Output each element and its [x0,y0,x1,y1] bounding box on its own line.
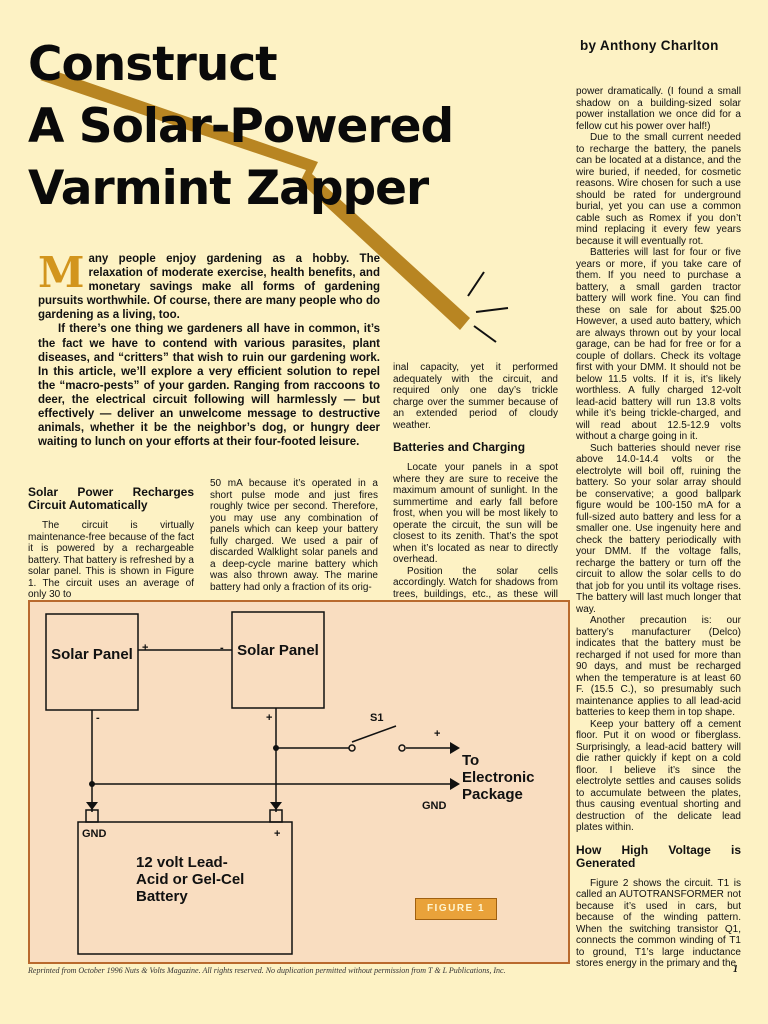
plus-sign: + [434,728,441,740]
spark-lines [468,272,508,342]
column-1 [28,486,194,601]
plus-sign: + [266,712,273,724]
arrow-head [450,778,460,790]
column-2 [210,478,378,593]
figure-1-circuit-diagram [28,600,570,964]
drop-cap: M [38,248,85,297]
minus-sign: - [96,712,100,724]
body-paragraph: Figure 2 shows the circuit. T1 is called an AUTOTRANSFORMER not because it’s used in cars, but because of the winding pattern. When the switching transistor Q1, connects the common winding of T1 to ground, T1’s large inductance stores energy in the primary and the [576,877,741,969]
switch-contact [399,745,405,751]
arrow-head [86,802,98,810]
intro-paragraph-text: any people enjoy gardening as a hobby. The relaxation of moderate exercise, health benefits, and monetary savings make all forms of gardening pursuits worthwhile. Of course, there are many people who do gardening as a living, too. [38,253,380,322]
article-title [28,34,453,220]
body-paragraph: Due to the small current needed to recharge the battery, the panels can be located at a distance, and the wire buried, if needed, for cosmetic reasons. Wire chosen for such a use should be rated for underground burial, yet you can use a common cable such as Romex if you don’t mind replacing it every few years because it will eventually rot. [576,132,741,247]
plus-sign: + [142,642,149,654]
copyright-footer: Reprinted from October 1996 Nuts & Volts Magazine. All rights reserved. No duplication permitted without permission from T & L Publications, Inc. [28,966,506,975]
solar-panel-2-box [232,612,324,708]
intro-paragraph: If there’s one thing we gardeners all have in common, it’s the fact we have to contend with various parasites, plant diseases, and “critters” that wish to ruin our gardening work. In this article, we’ll explore a very efficient solution to repel the “macro-pests” of your garden. Ranging from raccoons to deer, the electrical circuit following will harmlessly — but effectively — deliver an unwelcome message to destructive animals, whether it be the neighbor’s dog, or hungry deer waiting to lunch on your efforts at their four-footed leisure. [38,323,380,449]
section-heading: How High Voltage is Generated [576,842,741,870]
body-paragraph: The circuit is virtually maintenance-free because of the fact it is powered by a rechargeable battery. That battery is refreshed by a solar panel. This is shown in Figure 1. The circuit uses an average of only 30 to [28,520,194,600]
page-number: 1 [733,964,738,975]
output-label: To Electronic Package [462,752,535,803]
body-paragraph: inal capacity, yet it performed adequately with the circuit, and required only one day’s trickle charge over the summer because of an extended period of cloudy weather. [393,362,558,431]
body-paragraph: 50 mA because it’s operated in a short pulse mode and just fires roughly twice per second. Therefore, you may use any combination of panels which can keep your battery fully charged. We used a pair of discarded Walklight solar panels and a deep-cycle marine battery which was also thrown away. The marine battery had only a fraction of its orig- [210,478,378,593]
title-line: A Solar-Powered [28,99,454,154]
body-paragraph: Another precaution is: our battery’s manufacturer (Delco) indicates that the battery must be recharged if not used for more than 90 days, and must be recharged when the temperature is at least 60 F. (15.5 C.), so presumably such maintenance applies to all lead-acid batteries to keep them in top shape. [576,615,741,718]
switch-label: S1 [370,712,384,724]
switch-contact [349,745,355,751]
body-paragraph: power dramatically. (I found a small shadow on a building-sized solar power installation we once did for a fellow cut his power over half!) [576,86,741,132]
minus-sign: - [220,642,224,654]
section-heading: Batteries and Charging [393,440,526,454]
junction-dot [89,781,95,787]
intro-paragraph [38,248,380,322]
author-byline: by Anthony Charlton [580,38,719,53]
section-heading: Solar Power Recharges Circuit Automatically [28,485,194,512]
column-4 [576,86,741,970]
solar-panel-1-label: Solar Panel [51,646,133,663]
body-paragraph: Such batteries should never rise above 14.0-14.4 volts or the electrolyte will boil off, ruining the battery. So your solar array should be conservative; a good ballpark figure would be 100-150 mA for a full-sized auto battery and less for a smaller one. Use ingenuity here and check the battery periodically with your DMM. If the voltage falls, recharge the battery or turn off the circuit to allow the solar cells to do that job for you until its voltage rises. The battery will last much longer that way. [576,442,741,615]
switch-lever [352,726,396,742]
body-paragraph: Position the solar cells accordingly. Watch for shadows from trees, buildings, etc., as these will [393,565,558,600]
gnd-output-label: GND [422,800,447,812]
battery-label: 12 volt Lead-Acid or Gel-Cel Battery [136,854,245,905]
body-paragraph: Keep your battery off a cement floor. Put it on wood or fiberglass. Surprisingly, a lead-acid battery will die rather quickly if kept on a cold floor. I believe it’s since the electrolyte settles and causes solids to accumulate between the plates, thus causing eventual shorting and destruction of the delicate lead plates within. [576,718,741,833]
figure-label: FIGURE 1 [415,898,497,920]
arrow-head [450,742,460,754]
title-line: Construct [28,37,277,92]
title-line: Varmint Zapper [28,161,429,216]
arrow-head [270,802,282,810]
solar-panel-2-label: Solar Panel [237,642,319,659]
gnd-battery-label: GND [82,828,107,840]
intro-text [38,248,380,449]
body-paragraph: Batteries will last for four or five years or more, if you take care of them. If you need to purchase a battery, a small garden tractor battery will work fine. You can find these on sale for about $25.00 However, a used auto battery, which are always thrown out by your local garage, can be had for free or for a couple of dollars. Check its voltage first with your DMM. It should not be below 11.5 volts. If it is, it’s likely worthless. A fully charged 12-volt lead-acid battery will run 13.8 volts while it’s being trickle-charged, and will read about 12.5-12.9 volts without a charge going in it. [576,247,741,442]
plus-sign: + [274,828,281,840]
column-3 [393,362,558,612]
junction-dot [273,745,279,751]
body-paragraph: Locate your panels in a spot where they are sure to receive the maximum amount of sunlight. In the summertime and early fall before frost, when you will be most likely to operate the circuit, the sun will be closest to its zenith. That’s the spot when it’s located as near to directly overhead. [393,462,558,565]
